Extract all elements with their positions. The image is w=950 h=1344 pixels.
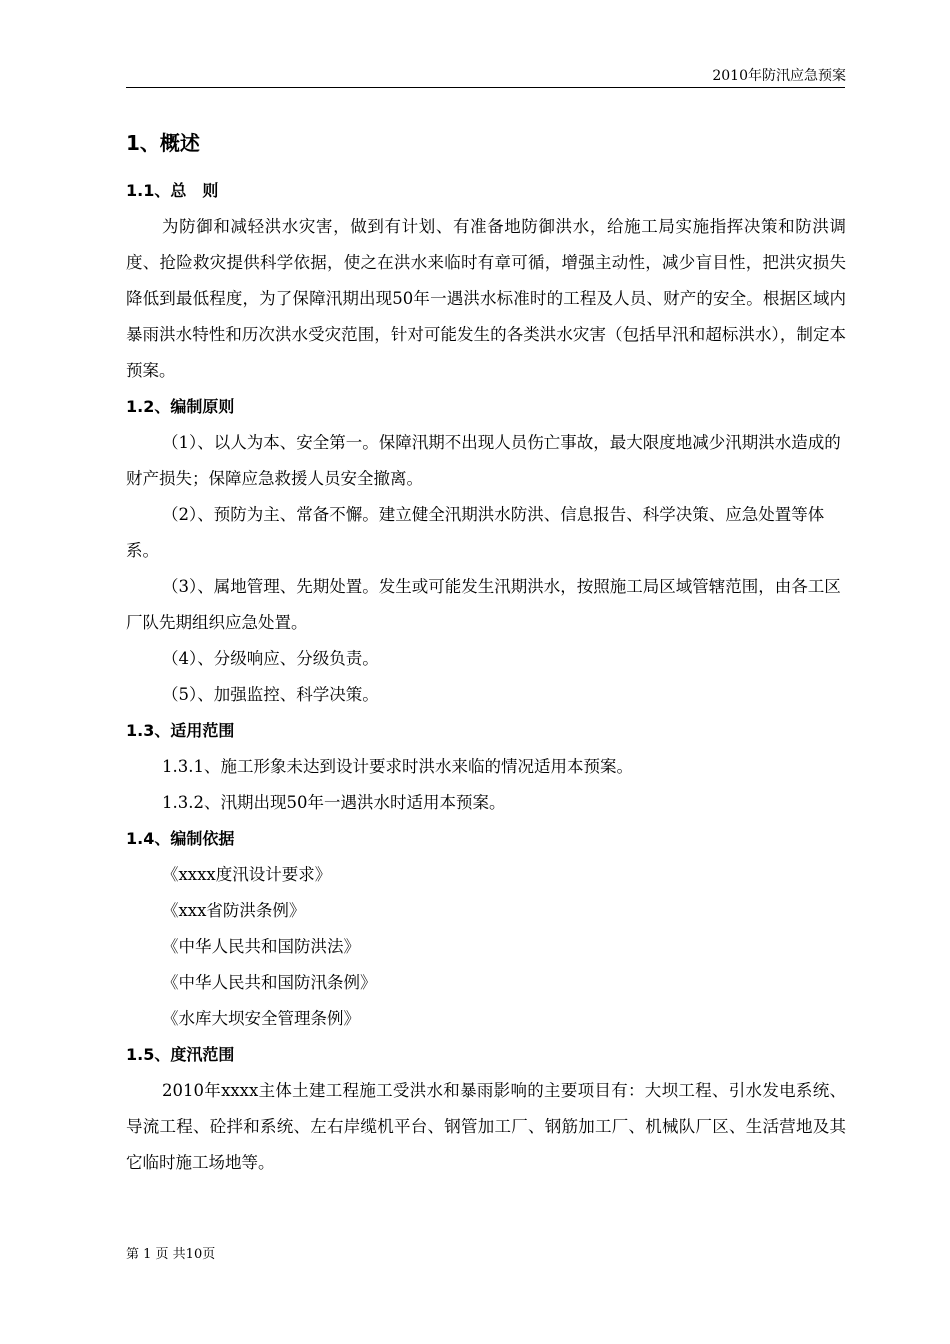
heading-1-2: 1.2、编制原则 (126, 397, 235, 416)
basis-item-5: 《水库大坝安全管理条例》 (162, 1009, 360, 1028)
basis-item-1: 《xxxx度汛设计要求》 (162, 865, 332, 884)
page-header-title: 2010年防汛应急预案 (712, 68, 846, 84)
basis-item-2: 《xxx省防洪条例》 (162, 901, 306, 920)
paragraph-general-principles: 为防御和减轻洪水灾害，做到有计划、有准备地防御洪水，给施工局实施指挥决策和防洪调度、抢险救灾提供科学依据，使之在洪水来临时有章可循，增强主动性，减少盲目性，把洪灾损失降低到最低程度，为了保障汛期出现50年一遇洪水标准时的工程及人员、财产的安全。根据区域内暴雨洪水特性和历次洪水受灾范围，针对可能发生的各类洪水灾害（包括早汛和超标洪水），制定本预案。 (126, 217, 846, 380)
heading-1-5: 1.5、度汛范围 (126, 1045, 235, 1064)
principle-item-5: （5）、加强监控、科学决策。 (162, 685, 379, 704)
heading-1-3: 1.3、适用范围 (126, 721, 235, 740)
principle-item-2: （2）、预防为主、常备不懈。建立健全汛期洪水防洪、信息报告、科学决策、应急处置等体系。 (126, 505, 825, 560)
section-title: 1、概述 (126, 131, 200, 155)
principle-item-3: （3）、属地管理、先期处置。发生或可能发生汛期洪水，按照施工局区域管辖范围，由各工区厂队先期组织应急处置。 (126, 577, 841, 632)
paragraph-flood-scope: 2010年xxxx主体土建工程施工受洪水和暴雨影响的主要项目有：大坝工程、引水发电系统、导流工程、砼拌和系统、左右岸缆机平台、钢管加工厂、钢筋加工厂、机械队厂区、生活营地及其它临时施工场地等。 (126, 1081, 846, 1172)
basis-item-4: 《中华人民共和国防汛条例》 (162, 973, 377, 992)
principle-item-4: （4）、分级响应、分级负责。 (162, 649, 379, 668)
document-body (126, 126, 846, 1181)
header-divider (126, 87, 845, 88)
page-number: 第 1 页 共10页 (126, 1247, 216, 1262)
heading-1-1: 1.1、总 则 (126, 181, 219, 200)
basis-item-3: 《中华人民共和国防洪法》 (162, 937, 360, 956)
heading-1-4: 1.4、编制依据 (126, 829, 235, 848)
scope-item-2: 1.3.2、汛期出现50年一遇洪水时适用本预案。 (162, 793, 506, 812)
principle-item-1: （1）、以人为本、安全第一。保障汛期不出现人员伤亡事故，最大限度地减少汛期洪水造成的财产损失；保障应急救援人员安全撤离。 (126, 433, 841, 488)
scope-item-1: 1.3.1、施工形象未达到设计要求时洪水来临的情况适用本预案。 (162, 757, 633, 776)
